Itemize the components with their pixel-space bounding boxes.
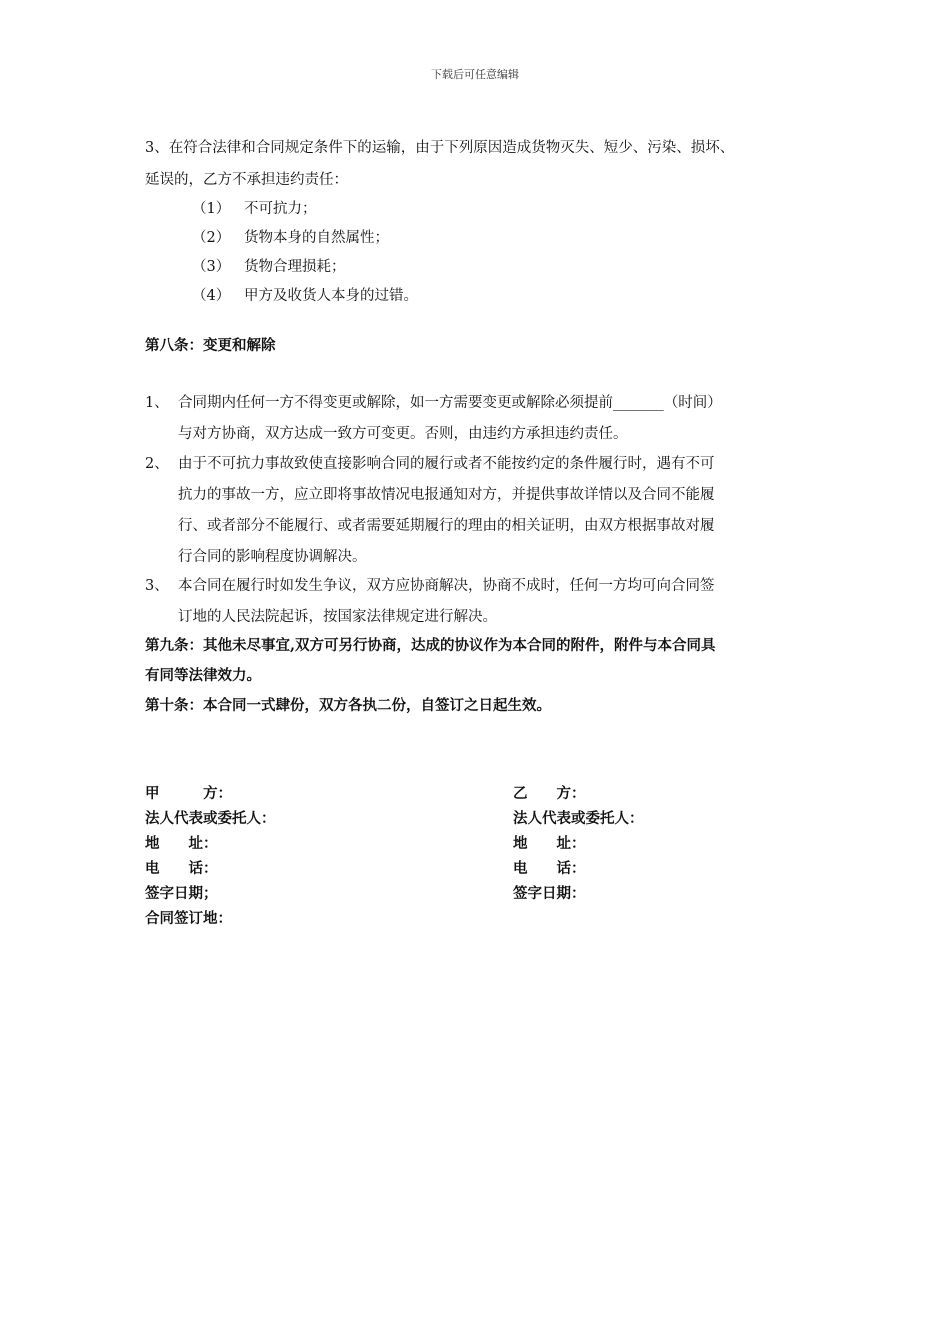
- item-line: 行、或者部分不能履行、或者需要延期履行的理由的相关证明，由双方根据事故对履: [178, 518, 715, 534]
- list-item-text: 不可抗力；: [244, 201, 317, 217]
- list-item-number: （3）: [192, 259, 231, 275]
- item-number: 2、: [145, 456, 169, 472]
- article-10: 第十条：本合同一式肆份，双方各执二份，自签订之日起生效。: [145, 697, 551, 714]
- list-item-number: （1）: [192, 201, 231, 217]
- list-item-text: 货物本身的自然属性；: [244, 230, 389, 246]
- party-a-sign-date: 签字日期；: [145, 885, 218, 902]
- list-item: [192, 255, 346, 276]
- item-line: 抗力的事故一方，应立即将事故情况电报通知对方，并提供事故详情以及合同不能履: [178, 487, 715, 503]
- item-line: 行合同的影响程度协调解决。: [178, 549, 367, 565]
- article-9-line-2: 有同等法律效力。: [145, 667, 261, 684]
- clause-7-3-line-2: 延误的，乙方不承担违约责任：: [145, 172, 348, 188]
- party-a-name: 甲 方：: [145, 785, 232, 802]
- party-b-sign-date: 签字日期：: [513, 885, 586, 902]
- item-line: 本合同在履行时如发生争议，双方应协商解决，协商不成时，任何一方均可向合同签: [178, 578, 715, 594]
- list-item-text: 甲方及收货人本身的过错。: [244, 288, 418, 304]
- item-line: 合同期内任何一方不得变更或解除，如一方需要变更或解除必须提前_______（时间）: [178, 395, 722, 411]
- clause-7-3-line-1: 3、在符合法律和合同规定条件下的运输，由于下列原因造成货物灭失、短少、污染、损坏、: [145, 140, 735, 156]
- item-number: 3、: [145, 578, 169, 594]
- list-item-number: （2）: [192, 230, 231, 246]
- party-a-phone: 电 话：: [145, 860, 218, 877]
- list-item-text: 货物合理损耗；: [244, 259, 346, 275]
- page-header: 下载后可任意编辑: [431, 68, 519, 81]
- party-a-address: 地 址：: [145, 835, 218, 852]
- item-number: 1、: [145, 395, 169, 411]
- item-line: 订地的人民法院起诉，按国家法律规定进行解决。: [178, 609, 497, 625]
- list-item: [192, 226, 389, 247]
- item-line: 与对方协商，双方达成一致方可变更。否则，由违约方承担违约责任。: [178, 426, 628, 442]
- list-item: [192, 284, 418, 305]
- party-a-representative: 法人代表或委托人：: [145, 810, 276, 827]
- party-b-address: 地 址：: [513, 835, 586, 852]
- item-line: 由于不可抗力事故致使直接影响合同的履行或者不能按约定的条件履行时，遇有不可: [178, 456, 715, 472]
- party-b-representative: 法人代表或委托人：: [513, 810, 644, 827]
- party-b-phone: 电 话：: [513, 860, 586, 877]
- article-9-line-1: 第九条：其他未尽事宜,双方可另行协商，达成的协议作为本合同的附件，附件与本合同具: [145, 637, 716, 654]
- list-item: [192, 197, 317, 218]
- party-b-name: 乙 方：: [513, 785, 586, 802]
- contract-signing-place: 合同签订地：: [145, 910, 232, 927]
- article-8-title: 第八条：变更和解除: [145, 337, 276, 354]
- list-item-number: （4）: [192, 288, 231, 304]
